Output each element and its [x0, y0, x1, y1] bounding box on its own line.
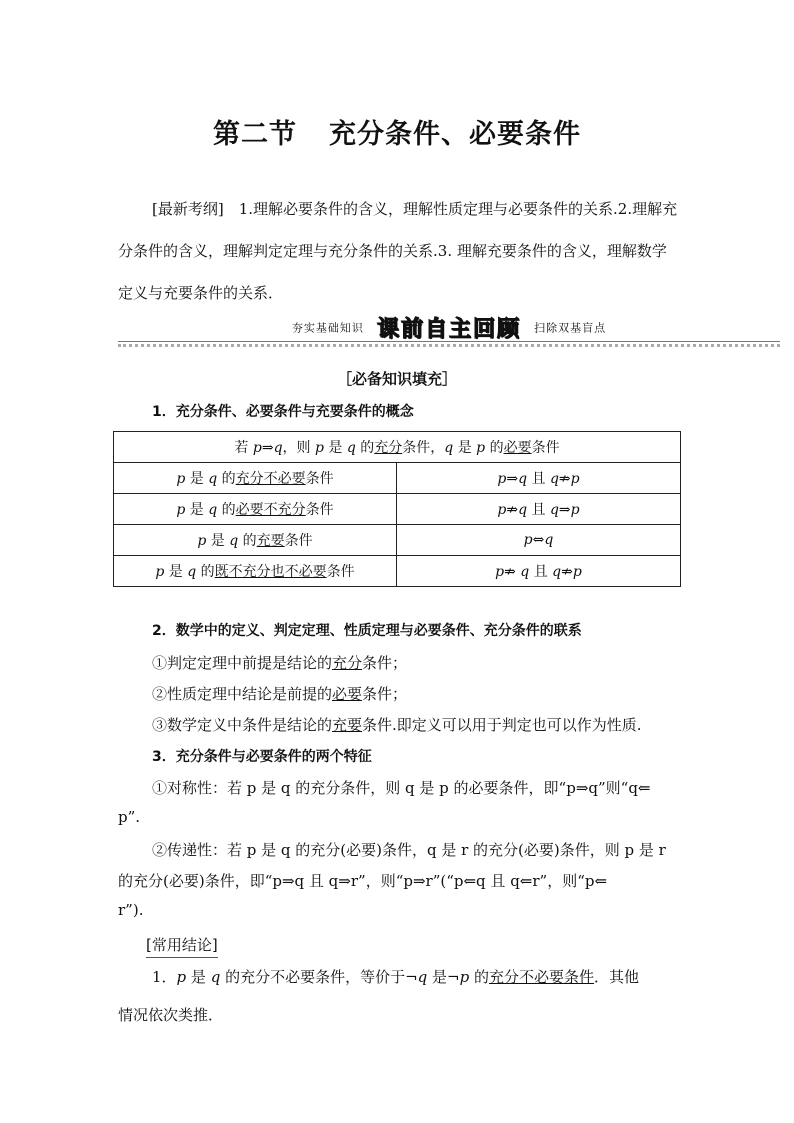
item2-heading: 2．数学中的定义、判定定理、性质定理与必要条件、充分条件的联系 — [152, 623, 582, 639]
table-cell-relation: p⇏ q 且 q⇏p — [397, 556, 681, 587]
banner-left-text: 夯实基础知识 — [291, 321, 364, 335]
table-row — [114, 494, 681, 525]
banner-right-text: 扫除双基盲点 — [534, 321, 607, 335]
banner-text — [118, 312, 780, 343]
table-cell-condition: p 是 q 的充分不必要条件 — [114, 463, 397, 494]
item3-transitivity-line-2: 的充分(必要)条件，即“p⇒q 且 q⇒r”，则“p⇒r”(“p⇐q 且 q⇐r”，则“p⇐ — [118, 872, 608, 890]
banner-center-text: 课前自主回顾 — [376, 317, 521, 342]
syllabus-paragraph: [最新考纲] 1.理解必要条件的含义，理解性质定理与必要条件的关系.2.理解充分条件的含义，理解判定定理与充分条件的关系.3. 理解充要条件的含义，理解数学定义与充要条件的关系． — [118, 200, 678, 302]
conclusion-line-1: 1．p 是 q 的充分不必要条件，等价于¬q 是¬p 的充分不必要条件．其他 — [152, 968, 640, 986]
table-cell-relation: p⇒q 且 q⇏p — [397, 463, 681, 494]
page-title — [0, 112, 794, 151]
table-header-row — [114, 432, 681, 463]
common-conclusions-label: [常用结论] — [146, 936, 218, 954]
table-row — [114, 525, 681, 556]
item3-transitivity-line-1: ②传递性：若 p 是 q 的充分(必要)条件，q 是 r 的充分(必要)条件，则 p 是 r — [152, 841, 666, 859]
item2-line-3: ③数学定义中条件是结论的充要条件.即定义可以用于判定也可以作为性质. — [152, 716, 642, 734]
table-cell-condition: p 是 q 的充要条件 — [114, 525, 397, 556]
item3-transitivity-line-3: r”). — [118, 901, 144, 919]
item2-line-2: ②性质定理中结论是前提的必要条件； — [152, 685, 408, 703]
item2-line-1: ①判定定理中前提是结论的充分条件； — [152, 654, 408, 672]
concept-table — [113, 431, 681, 587]
item1-heading: 1．充分条件、必要条件与充要条件的概念 — [152, 404, 414, 420]
table-cell-relation: p⇏q 且 q⇒p — [397, 494, 681, 525]
table-cell-condition: p 是 q 的必要不充分条件 — [114, 494, 397, 525]
item3-heading: 3．充分条件与必要条件的两个特征 — [152, 749, 372, 765]
section-banner — [118, 312, 780, 352]
table-cell-relation: p⇔q — [397, 525, 681, 556]
table-header-cell: 若 p⇒q，则 p 是 q 的充分条件，q 是 p 的必要条件 — [114, 432, 681, 463]
title-topic: 充分条件、必要条件 — [329, 119, 581, 150]
title-section-number: 第二节 — [213, 119, 297, 150]
section-heading: ［必备知识填充］ — [336, 370, 457, 388]
item3-symmetry-line-2: p”. — [118, 808, 141, 826]
conclusion-line-2: 情况依次类推． — [118, 1006, 224, 1024]
table-cell-condition: p 是 q 的既不充分也不必要条件 — [114, 556, 397, 587]
item3-symmetry-line-1: ①对称性：若 p 是 q 的充分条件，则 q 是 p 的必要条件，即“p⇒q”则“q⇐ — [152, 779, 651, 797]
table-row — [114, 556, 681, 587]
banner-dotted-rule — [118, 344, 780, 347]
table-row — [114, 463, 681, 494]
